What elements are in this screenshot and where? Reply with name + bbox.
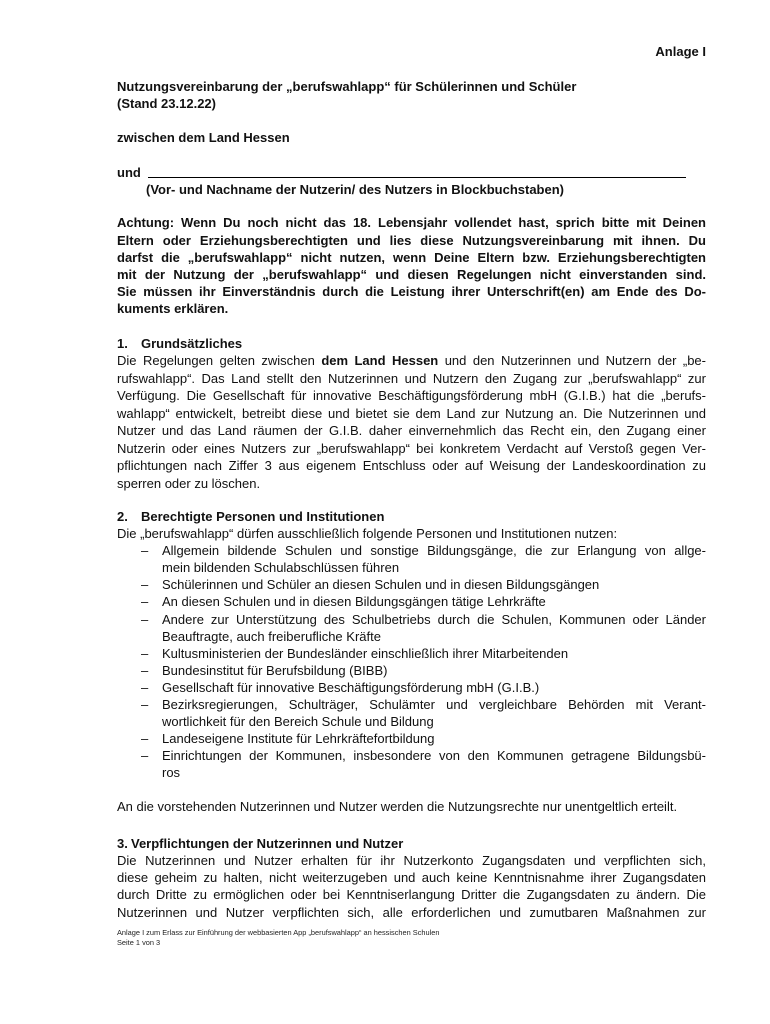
- page-number: Seite 1 von 3: [117, 938, 161, 947]
- list-bullet: –: [141, 662, 149, 678]
- section-3-line: diese geheim zu halten, nicht weiterzugeben und auch keine Kenntnisnahme ihrer Zugangsdaten: [117, 870, 706, 886]
- section-1-line: Nutzerin oder eines Nutzers zur „berufswahlapp“ bei konkretem Verdacht auf Verstoß gegen Ver-: [117, 440, 706, 456]
- list-bullet: –: [141, 594, 149, 610]
- section-2-heading: [117, 508, 706, 525]
- name-hint-block: [146, 181, 706, 198]
- parties-and-line: [117, 164, 706, 181]
- list-bullet: –: [141, 645, 149, 661]
- section-1-line: rufswahlapp“. Das Land stellt den Nutzerinnen und Nutzern den Zugang zur „berufswahlapp“ zur: [117, 370, 706, 386]
- notice-line: Sie müssen ihr Einverständnis durch die Leistung ihrer Unterschrift(en) am Ende des Do-: [117, 284, 706, 300]
- list-item-line: Kultusministerien der Bundesländer einschließlich ihrer Mitarbeitenden: [162, 645, 569, 661]
- section-1-title: Grundsätzliches: [141, 335, 243, 351]
- list-bullet: –: [141, 731, 149, 747]
- list-item: [117, 730, 706, 747]
- list-bullet: –: [141, 611, 149, 627]
- section-3-line: durch Dritte zu ermöglichen oder bei Kenntniserlangung Dritter die Zugangsdaten zu ändern. Die: [117, 887, 706, 903]
- section-2-closing-text: An die vorstehenden Nutzerinnen und Nutzer werden die Nutzungsrechte nur unentgeltlich erteilt.: [117, 798, 678, 814]
- list-item-line: mein bildenden Schulabschlüssen führen: [162, 560, 400, 576]
- list-item-line: Einrichtungen der Kommunen, insbesondere von den Kommunen getragene Bildungsbü-: [162, 748, 706, 764]
- section-1-line-end: und den Nutzerinnen und Nutzern der „be-: [438, 353, 706, 368]
- section-2-intro: Die „berufswahlapp“ dürfen ausschließlich folgende Personen und Institutionen nutzen:: [117, 526, 618, 542]
- list-bullet: –: [141, 577, 149, 593]
- name-blank-line: [148, 164, 686, 178]
- section-2-title: Berechtigte Personen und Institutionen: [141, 509, 385, 524]
- list-item-line: Andere zur Unterstützung des Schulbetriebs durch die Schulen, Kommunen oder Länder: [162, 611, 706, 627]
- section-1-line: pflichtungen nach Ziffer 3 aus eigenem Entschluss oder auf Weisung der Landeskoordination zu: [117, 458, 706, 473]
- section-3-number: 3.: [117, 835, 128, 851]
- section-1-line: [117, 352, 706, 370]
- list-bullet: –: [141, 679, 149, 695]
- notice-paragraph: [117, 214, 706, 317]
- list-item-line: An diesen Schulen und in diesen Bildungsgängen tätige Lehrkräfte: [162, 594, 546, 610]
- annex-header: [117, 43, 706, 60]
- section-1-line: Verfügung. Die Gesellschaft für innovative Beschäftigungsförderung mbH (G.I.B.) hat die „berufs-: [117, 388, 706, 403]
- list-item-line: Landeseigene Institute für Lehrkräftefortbildung: [162, 731, 435, 747]
- section-1: [117, 335, 706, 493]
- notice-line: mit der Nutzung der „berufswahlapp“ und diesen Regelungen nicht einverstanden sind.: [117, 266, 706, 282]
- title-line-2: (Stand 23.12.22): [117, 95, 216, 111]
- section-1-heading: [117, 335, 706, 353]
- section-3-title: Verpflichtungen der Nutzerinnen und Nutzer: [131, 835, 404, 851]
- list-item: [117, 747, 706, 781]
- name-hint: (Vor- und Nachname der Nutzerin/ des Nutzers in Blockbuchstaben): [146, 181, 564, 197]
- section-3: [117, 835, 706, 921]
- between-text: zwischen dem Land Hessen: [117, 129, 290, 145]
- list-item: [117, 662, 706, 679]
- section-2-number: 2.: [117, 509, 128, 524]
- notice-line: Achtung: Wenn Du noch nicht das 18. Lebensjahr vollendet hast, sprich bitte mit Deinen: [117, 215, 706, 231]
- and-label: und: [117, 164, 141, 180]
- section-1-bold-party: dem Land Hessen: [321, 353, 439, 368]
- section-3-heading: [117, 835, 706, 852]
- list-bullet: –: [141, 748, 149, 764]
- document-title: [117, 78, 706, 112]
- list-bullet: –: [141, 543, 149, 559]
- list-item: [117, 645, 706, 662]
- notice-line: kuments erklären.: [117, 301, 229, 317]
- list-item-line: Bezirksregierungen, Schulträger, Schulämter und vergleichbare Behörden mit Verant-: [162, 697, 706, 713]
- section-2: [117, 508, 706, 782]
- list-item-line: wortlichkeit für den Bereich Schule und Bildung: [162, 714, 434, 730]
- section-1-line: sperren oder zu löschen.: [117, 475, 261, 491]
- title-line-1: Nutzungsvereinbarung der „berufswahlapp“ für Schülerinnen und Schüler: [117, 78, 577, 94]
- section-1-line: Nutzer und das Land räumen der G.I.B. daher einvernehmlich das Recht ein, den Zugang einer: [117, 423, 706, 438]
- list-item: [117, 542, 706, 576]
- list-item-line: Schülerinnen und Schüler an diesen Schulen und in diesen Bildungsgängen: [162, 577, 600, 593]
- page-footer: [117, 928, 706, 948]
- section-3-line: Die Nutzerinnen und Nutzer erhalten für ihr Nutzerkonto Zugangsdaten und verpflichten sich,: [117, 852, 706, 868]
- list-item-line: Gesellschaft für innovative Beschäftigungsförderung mbH (G.I.B.): [162, 679, 540, 695]
- section-3-line: Nutzerinnen und Nutzer verpflichten sich, alle erforderlichen und zumutbaren Maßnahmen zur: [117, 904, 706, 920]
- list-item-line: Bundesinstitut für Berufsbildung (BIBB): [162, 662, 388, 678]
- notice-line: Eltern oder Erziehungsberechtigten und lies diese Nutzungsvereinbarung mit ihnen. Du: [117, 232, 706, 248]
- parties-between: [117, 129, 706, 146]
- list-item-line: ros: [162, 765, 181, 781]
- section-1-number: 1.: [117, 335, 128, 351]
- section-1-line-start: Die Regelungen gelten zwischen: [117, 353, 322, 368]
- section-1-line: wahlapp“ entwickelt, betreibt diese und bietet sie dem Land zur Nutzung an. Die Nutzerinnen und: [117, 405, 706, 421]
- notice-line: darfst die „berufswahlapp“ nicht nutzen, wenn Deine Eltern bzw. Erziehungsberechtigten: [117, 249, 706, 265]
- list-item: [117, 593, 706, 610]
- section-2-closing: [117, 798, 706, 815]
- list-item: [117, 696, 706, 730]
- annex-label: Anlage I: [655, 43, 706, 59]
- footer-reference: Anlage I zum Erlass zur Einführung der webbasierten App „berufswahlapp“ an hessischen Schulen: [117, 928, 440, 937]
- list-item-line: Beauftragte, auch freiberufliche Kräfte: [162, 628, 381, 644]
- list-item: [117, 576, 706, 593]
- list-item-line: Allgemein bildende Schulen und sonstige Bildungsgänge, die zur Erlangung von allge-: [162, 543, 706, 559]
- list-item: [117, 679, 706, 696]
- list-bullet: –: [141, 697, 149, 713]
- list-item: [117, 611, 706, 645]
